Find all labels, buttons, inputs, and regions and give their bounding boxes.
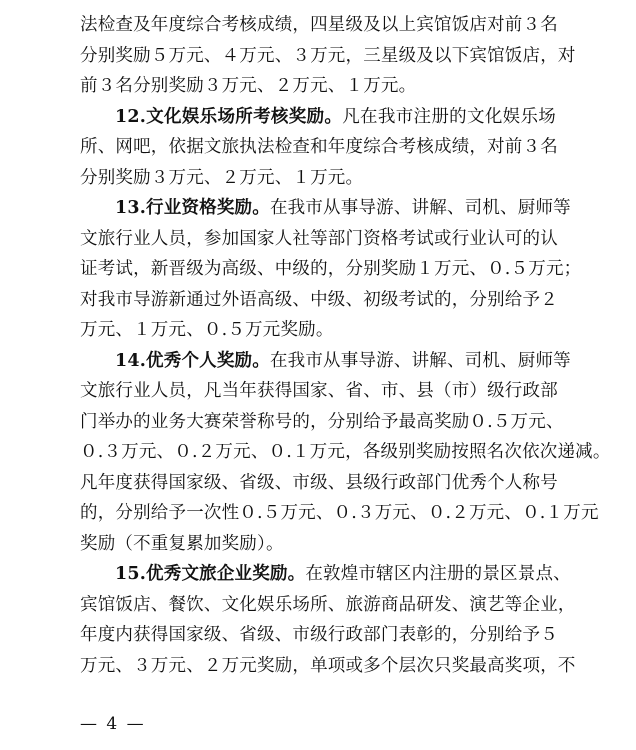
- paragraph-first-line: [80, 559, 571, 590]
- text-line: 万元、３万元、２万元奖励，单项或多个层次只奖最高奖项，不: [80, 655, 576, 676]
- text-line: 证考试，新晋级为高级、中级的，分别奖励１万元、０.５万元；: [80, 259, 582, 279]
- section-heading-15: 15.优秀文旅企业奖励。: [115, 564, 306, 584]
- text-line: 奖励（不重复累加奖励）。: [80, 533, 284, 554]
- paragraph-first-line: [80, 102, 556, 133]
- text-run: 在我市从事导游、讲解、司机、厨师等: [269, 198, 571, 218]
- text-run: 在敦煌市辖区内注册的景区景点、: [305, 564, 571, 584]
- text-line: 门举办的业务大赛荣誉称号的，分别给予最高奖励０.５万元、: [80, 411, 564, 432]
- text-line: 宾馆饭店、餐饮、文化娱乐场所、旅游商品研发、演艺等企业，: [80, 594, 576, 615]
- text-line: 凡年度获得国家级、省级、市级、县级行政部门优秀个人称号: [80, 472, 558, 493]
- text-line: 年度内获得国家级、省级、市级行政部门表彰的，分别给予５: [80, 625, 558, 645]
- text-line: 分别奖励５万元、４万元、３万元，三星级及以下宾馆饭店，对: [80, 45, 576, 66]
- paragraph-first-line: [80, 193, 571, 224]
- text-line: 对我市导游新通过外语高级、中级、初级考试的，分别给予２: [80, 289, 558, 310]
- text-line: 万元、１万元、０.５万元奖励。: [80, 320, 334, 340]
- text-run: 凡在我市注册的文化娱乐场: [342, 106, 556, 127]
- paragraph-first-line: [80, 346, 571, 377]
- page-number: — 4 —: [80, 714, 146, 734]
- text-line: 文旅行业人员，参加国家人社等部门资格考试或行业认可的认: [80, 228, 558, 249]
- text-line: 的，分别给予一次性０.５万元、０.３万元、０.２万元、０.１万元: [80, 503, 599, 523]
- section-heading-14: 14.优秀个人奖励。: [115, 350, 270, 371]
- section-heading-12: 12.文化娱乐场所考核奖励。: [115, 106, 343, 127]
- text-line: 法检查及年度综合考核成绩，四星级及以上宾馆饭店对前３名: [80, 15, 558, 35]
- text-line: 分别奖励３万元、２万元、１万元。: [80, 167, 364, 188]
- text-line: 所、网吧，依据文旅执法检查和年度综合考核成绩，对前３名: [80, 137, 558, 157]
- section-heading-13: 13.行业资格奖励。: [115, 198, 270, 218]
- text-line: 文旅行业人员，凡当年获得国家、省、市、县（市）级行政部: [80, 381, 558, 401]
- text-line: ０.３万元、０.２万元、０.１万元，各级别奖励按照名次依次递减。: [80, 442, 611, 462]
- document-body: [80, 10, 611, 681]
- text-line: 前３名分别奖励３万元、２万元、１万元。: [80, 76, 417, 96]
- text-run: 在我市从事导游、讲解、司机、厨师等: [269, 350, 571, 371]
